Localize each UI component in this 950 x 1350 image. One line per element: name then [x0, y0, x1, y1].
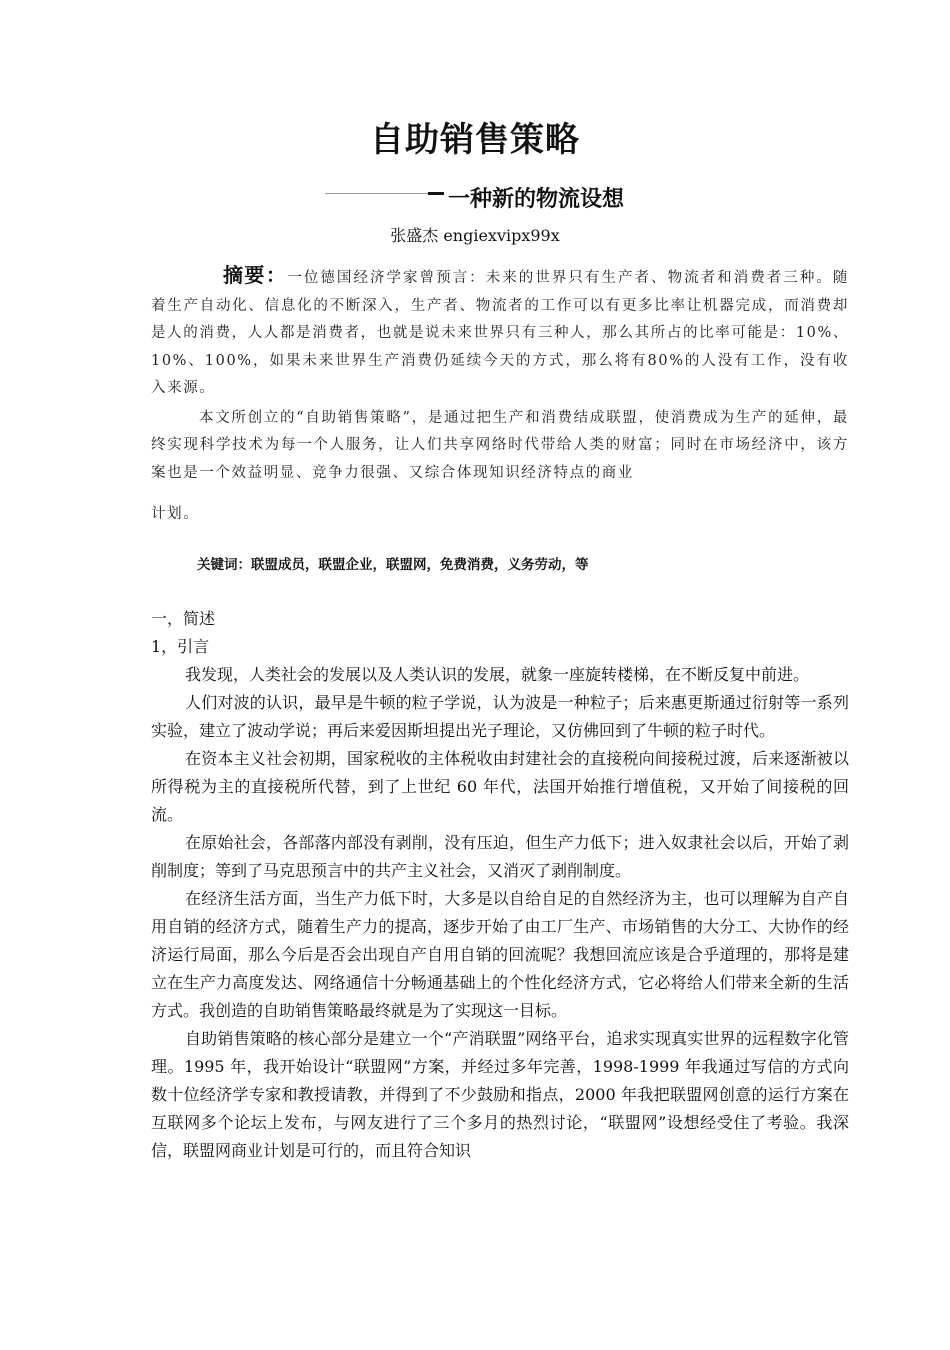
- subtitle-rule: [325, 193, 428, 194]
- section-subheading: 1，引言: [151, 637, 210, 656]
- body-paragraph: 自助销售策略的核心部分是建立一个“产消联盟”网络平台，追求实现真实世界的远程数字化管理。1995 年，我开始设计“联盟网”方案，并经过多年完善，1998-1999 年我通过写信的方式向数十位经济学专家和教授请教，并得到了不少鼓励和指点，2000 年我把联盟网创意的运行方案在互联网多个论坛上发布，与网友进行了三个多月的热烈讨论，“联盟网”设想经受住了考验。我深信，联盟网商业计划是可行的，而且符合知识: [151, 1029, 849, 1160]
- body-paragraph: 人们对波的认识，最早是牛顿的粒子学说，认为波是一种粒子；后来惠更斯通过衍射等一系列实验，建立了波动学说；再后来爱因斯坦提出光子理论，又仿佛回到了牛顿的粒子时代。: [151, 693, 849, 740]
- body-paragraph: 我发现，人类社会的发展以及人类认识的发展，就象一座旋转楼梯，在不断反复中前进。: [185, 665, 810, 684]
- section-1: [151, 605, 849, 1165]
- body-paragraph: 在原始社会，各部落内部没有剥削，没有压迫，但生产力低下；进入奴隶社会以后，开始了剥削制度；等到了马克思预言中的共产主义社会，又消灭了剥削制度。: [151, 833, 849, 880]
- abstract-paragraph-1: [151, 262, 849, 403]
- section-heading: 一，简述: [151, 609, 216, 628]
- abstract-text-1: 一位德国经济学家曾预言：未来的世界只有生产者、物流者和消费者三种。随着生产自动化、信息化的不断深入，生产者、物流者的工作可以有更多比率让机器完成，而消费却是人的消费，人人都是消费者，也就是说未来世界只有三种人，那么其所占的比率可能是：10%、10%、100%，如果未来世界生产消费仍延续今天的方式，那么将有80%的人没有工作，没有收入来源。: [151, 270, 850, 396]
- author-line: 张盛杰 engiexvipx99x: [390, 226, 560, 245]
- keywords-line: 关键词：联盟成员，联盟企业，联盟网，免费消费，义务劳动，等: [197, 557, 589, 573]
- abstract-paragraph-2-tail: 计划。: [151, 506, 200, 522]
- body-paragraph: 在经济生活方面，当生产力低下时，大多是以自给自足的自然经济为主，也可以理解为自产自用自销的经济方式，随着生产力的提高，逐步开始了由工厂生产、市场销售的大分工、大协作的经济运行局面，那么今后是否会出现自产自用自销的回流呢？我想回流应该是合乎道理的，那将是建立在生产力高度发达、网络通信十分畅通基础上的个性化经济方式，它必将给人们带来全新的生活方式。我创造的自助销售策略最终就是为了实现这一目标。: [151, 889, 849, 1020]
- subtitle-row: [0, 182, 950, 212]
- document-subtitle: 一种新的物流设想: [448, 187, 625, 212]
- abstract-paragraph-2: 本文所创立的“自助销售策略”，是通过把生产和消费结成联盟，使消费成为生产的延伸，最终实现科学技术为每一个人服务，让人们共享网络时代带给人类的财富；同时在市场经济中，该方案也是一个效益明显、竞争力很强、又综合体现知识经济特点的商业: [151, 409, 849, 481]
- subtitle-dash: [428, 192, 444, 195]
- document-title: 自助销售策略: [370, 120, 580, 160]
- abstract-label: 摘要：: [223, 263, 288, 287]
- abstract-block: [151, 262, 849, 529]
- body-paragraph: 在资本主义社会初期，国家税收的主体税收由封建社会的直接税向间接税过渡，后来逐渐被以所得税为主的直接税所代替，到了上世纪 60 年代，法国开始推行增值税，又开始了间接税的回流。: [151, 749, 849, 824]
